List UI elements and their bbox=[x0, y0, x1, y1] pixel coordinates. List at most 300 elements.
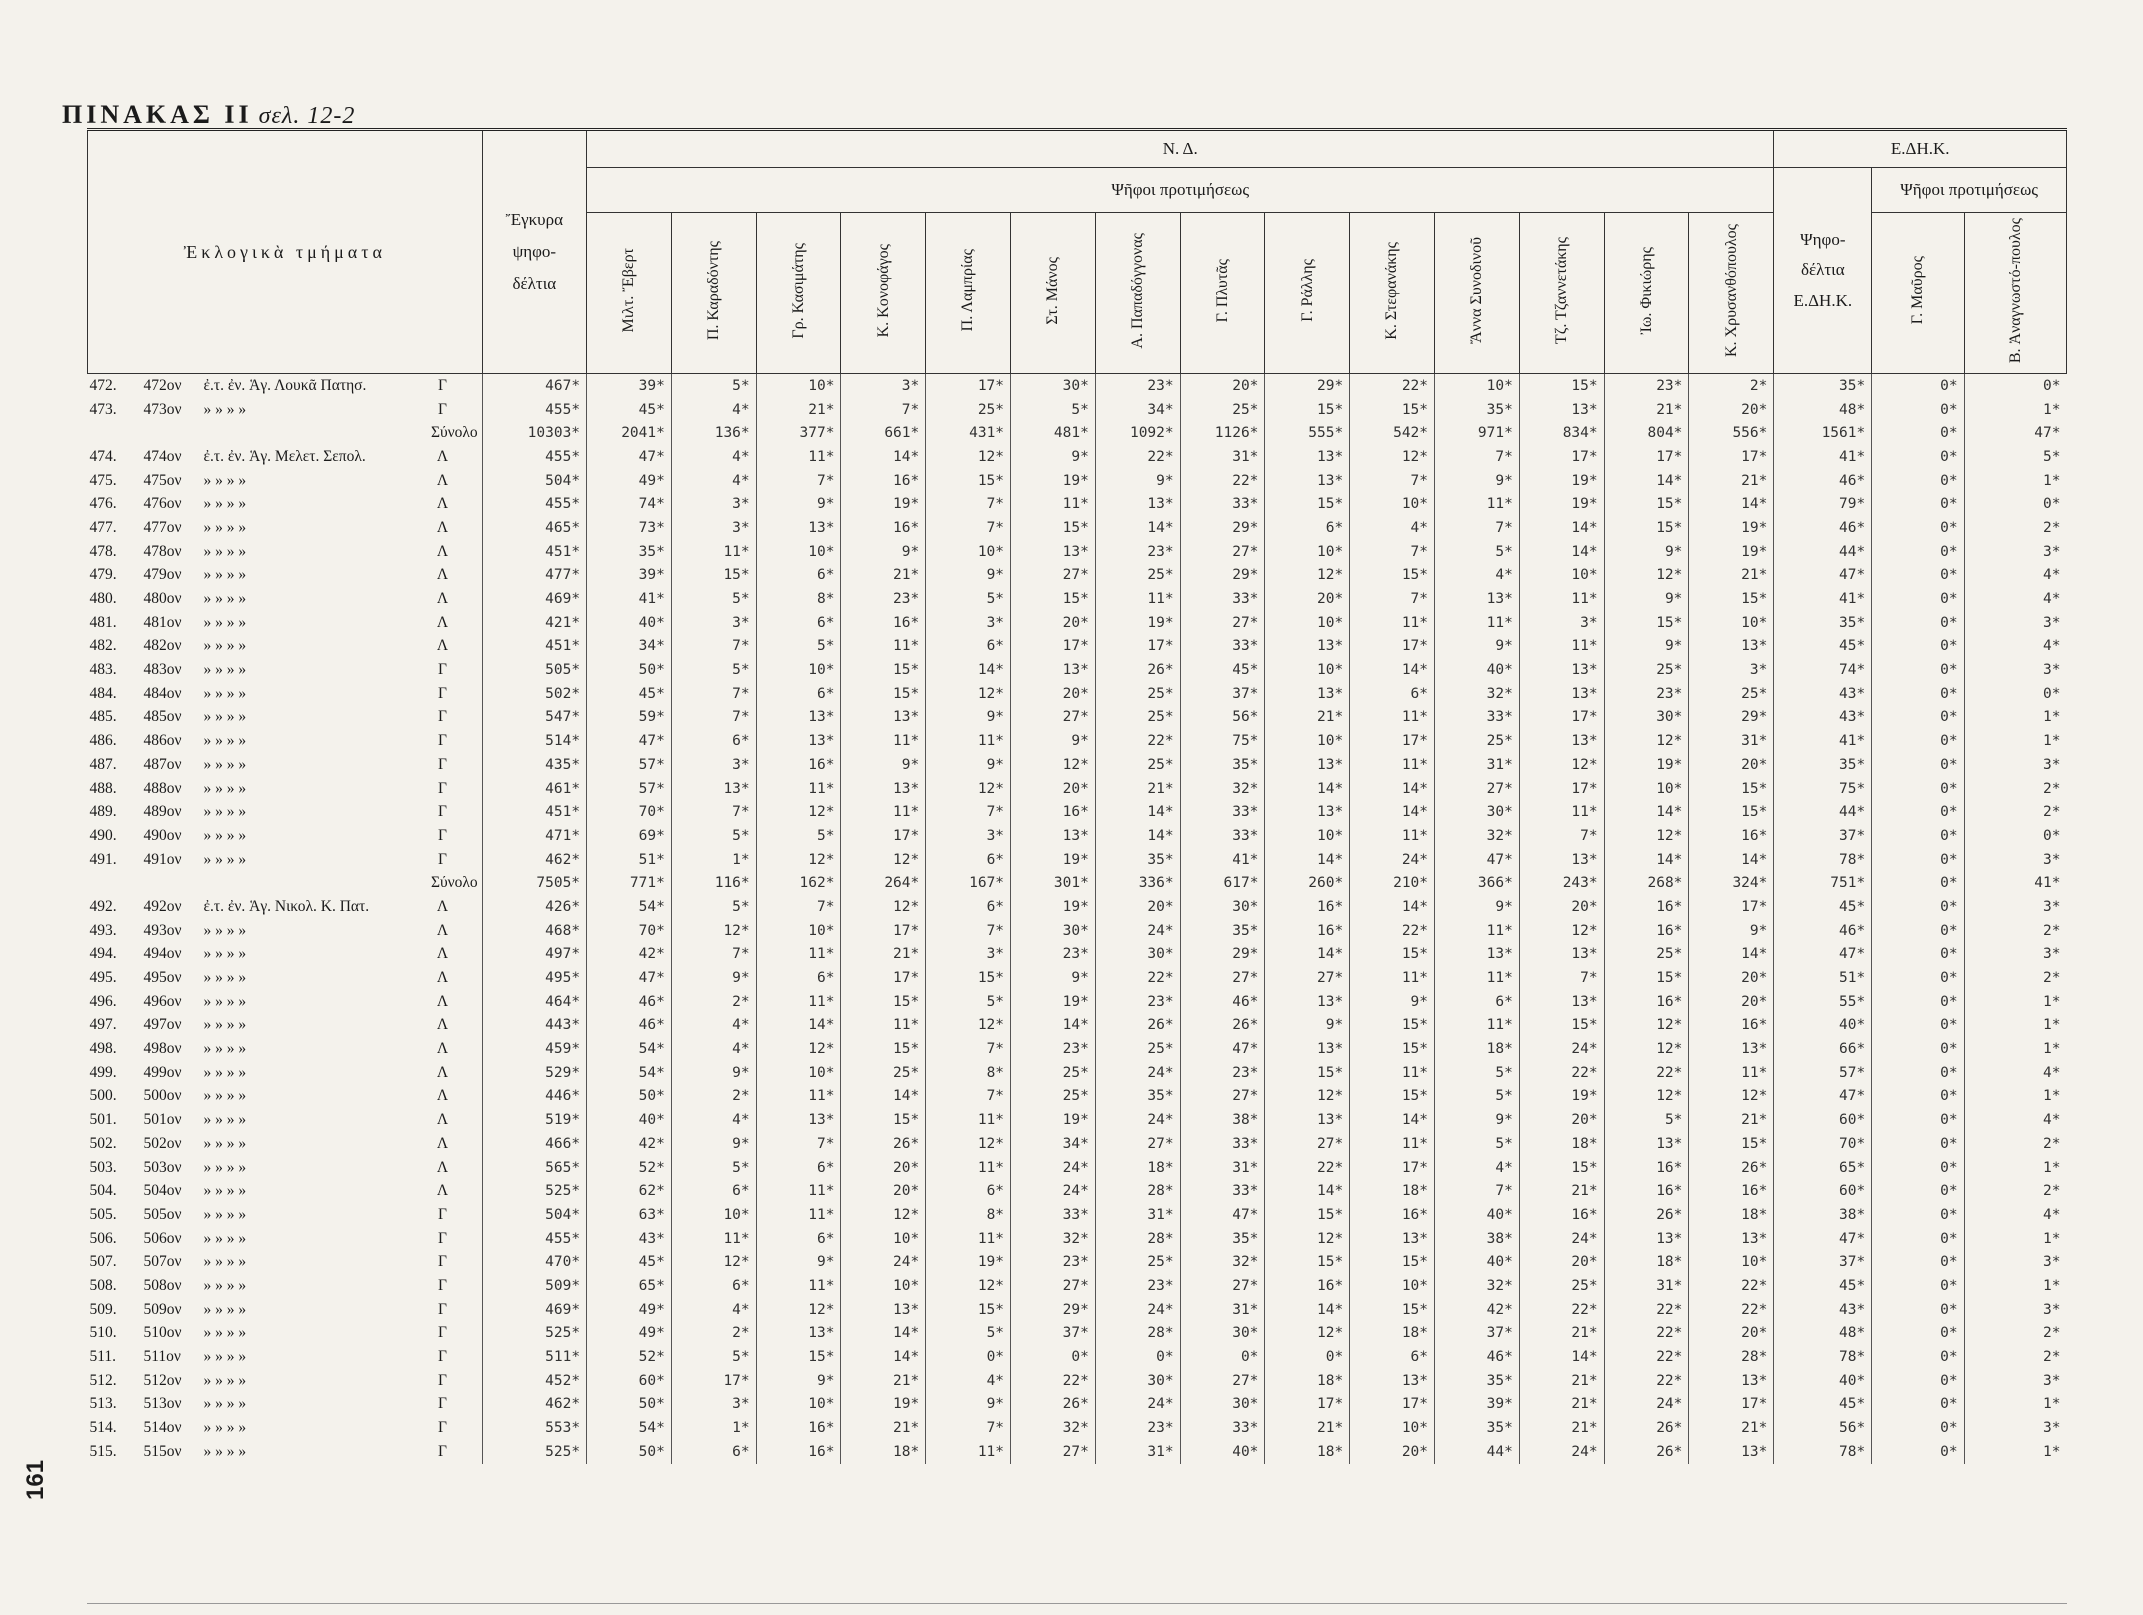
cell-value: 426* bbox=[482, 895, 586, 919]
cell-value: 32* bbox=[1435, 1274, 1520, 1298]
table-row bbox=[88, 1393, 2067, 1417]
cell-value: 0* bbox=[1964, 682, 2066, 706]
cell-value: 11* bbox=[926, 1440, 1011, 1464]
header-edik: Ε.ΔΗ.Κ. bbox=[1774, 130, 2067, 168]
cell-value: 15* bbox=[1350, 398, 1435, 422]
cell-value: 3* bbox=[671, 492, 756, 516]
cell-value: 41* bbox=[1180, 848, 1265, 872]
district-ordinal: 495ον bbox=[143, 969, 182, 987]
title-main: ΠΙΝΑΚΑΣ ΙΙ bbox=[62, 100, 253, 129]
district-class: Λ bbox=[436, 447, 449, 465]
cell-value: 63* bbox=[587, 1203, 672, 1227]
cell-value: 461* bbox=[482, 777, 586, 801]
cell-value: 0* bbox=[1872, 374, 1964, 398]
district-number: 514. bbox=[89, 1419, 117, 1437]
district-ordinal: 476ον bbox=[143, 495, 182, 513]
cell-value: 10* bbox=[926, 540, 1011, 564]
cell-value: 14* bbox=[1604, 469, 1689, 493]
cell-value: 15* bbox=[1519, 1156, 1604, 1180]
cell-value: 29* bbox=[1180, 516, 1265, 540]
cell-value: 14* bbox=[1689, 943, 1774, 967]
cell-value: 16* bbox=[841, 469, 926, 493]
cell-value: 6* bbox=[926, 895, 1011, 919]
district-label bbox=[88, 469, 483, 493]
nd-candidate-8: Γ. Πλυτᾶς bbox=[1180, 213, 1265, 374]
cell-value: 7* bbox=[841, 398, 926, 422]
cell-value: 21* bbox=[1519, 1416, 1604, 1440]
cell-value: 47* bbox=[1180, 1037, 1265, 1061]
district-name: » » » » bbox=[203, 969, 247, 987]
cell-value: 15* bbox=[1350, 1014, 1435, 1038]
cell-value: 40* bbox=[1774, 1014, 1872, 1038]
cell-value: 17* bbox=[841, 824, 926, 848]
district-label bbox=[88, 1085, 483, 1109]
cell-value: 13* bbox=[1689, 1227, 1774, 1251]
cell-value: 78* bbox=[1774, 848, 1872, 872]
district-ordinal: 484ον bbox=[143, 684, 182, 702]
cell-value: 45* bbox=[587, 682, 672, 706]
cell-value: 6* bbox=[756, 682, 841, 706]
district-ordinal: 478ον bbox=[143, 542, 182, 560]
cell-value: 3* bbox=[926, 943, 1011, 967]
table-row bbox=[88, 919, 2067, 943]
cell-value: 49* bbox=[587, 1298, 672, 1322]
cell-value: 3* bbox=[1964, 1369, 2066, 1393]
cell-value: 13* bbox=[1519, 658, 1604, 682]
cell-value: 7* bbox=[756, 1132, 841, 1156]
cell-value: 73* bbox=[587, 516, 672, 540]
cell-value: 20* bbox=[1011, 611, 1096, 635]
cell-value: 11* bbox=[756, 1085, 841, 1109]
cell-value: 5* bbox=[1604, 1108, 1689, 1132]
cell-value: 443* bbox=[482, 1014, 586, 1038]
district-ordinal: 482ον bbox=[143, 637, 182, 655]
cell-value: 13* bbox=[841, 1298, 926, 1322]
district-number: 503. bbox=[89, 1158, 117, 1176]
district-label bbox=[88, 777, 483, 801]
cell-value: 9* bbox=[756, 1369, 841, 1393]
cell-value: 10* bbox=[1265, 824, 1350, 848]
cell-value: 5* bbox=[671, 1345, 756, 1369]
table-header bbox=[88, 130, 2067, 374]
cell-value: 34* bbox=[1011, 1132, 1096, 1156]
cell-value: 553* bbox=[482, 1416, 586, 1440]
cell-value: 1* bbox=[1964, 469, 2066, 493]
cell-value: 47* bbox=[1774, 564, 1872, 588]
cell-value: 0* bbox=[1872, 1416, 1964, 1440]
district-name: » » » » bbox=[203, 542, 247, 560]
cell-value: 7* bbox=[1350, 587, 1435, 611]
cell-value: 19* bbox=[1011, 990, 1096, 1014]
cell-value: 26* bbox=[1604, 1203, 1689, 1227]
cell-value: 0* bbox=[1872, 682, 1964, 706]
cell-value: 4* bbox=[1964, 635, 2066, 659]
cell-value: 0* bbox=[1872, 1322, 1964, 1346]
cell-value: 7* bbox=[1519, 966, 1604, 990]
cell-value: 21* bbox=[1519, 1393, 1604, 1417]
cell-value: 19* bbox=[926, 1250, 1011, 1274]
district-label bbox=[88, 374, 483, 398]
cell-value: 12* bbox=[926, 1014, 1011, 1038]
cell-value: 27* bbox=[1180, 540, 1265, 564]
table-row bbox=[88, 1014, 2067, 1038]
cell-value: 13* bbox=[1689, 1440, 1774, 1464]
cell-value: 12* bbox=[926, 1274, 1011, 1298]
cell-value: 12* bbox=[1350, 445, 1435, 469]
district-number: 486. bbox=[89, 732, 117, 750]
cell-value: 30* bbox=[1604, 706, 1689, 730]
cell-value: 0* bbox=[1872, 1227, 1964, 1251]
cell-value: 54* bbox=[587, 1416, 672, 1440]
cell-value: 5* bbox=[926, 1322, 1011, 1346]
cell-value: 1561* bbox=[1774, 421, 1872, 445]
cell-value: 466* bbox=[482, 1132, 586, 1156]
cell-value: 421* bbox=[482, 611, 586, 635]
cell-value: 11* bbox=[756, 1203, 841, 1227]
cell-value: 0* bbox=[1872, 729, 1964, 753]
cell-value: 20* bbox=[1011, 777, 1096, 801]
cell-value: 35* bbox=[1774, 753, 1872, 777]
district-label bbox=[88, 1108, 483, 1132]
cell-value: 54* bbox=[587, 895, 672, 919]
table-row bbox=[88, 682, 2067, 706]
cell-value: 14* bbox=[841, 1345, 926, 1369]
cell-value: 11* bbox=[756, 777, 841, 801]
district-number: 473. bbox=[89, 400, 117, 418]
cell-value: 0* bbox=[1872, 1250, 1964, 1274]
district-name: » » » » bbox=[203, 661, 247, 679]
cell-value: 15* bbox=[841, 1037, 926, 1061]
district-name: » » » » bbox=[203, 684, 247, 702]
cell-value: 3* bbox=[1964, 753, 2066, 777]
table-row bbox=[88, 1085, 2067, 1109]
cell-value: 0* bbox=[1872, 540, 1964, 564]
district-class: Λ bbox=[436, 518, 449, 536]
cell-value: 17* bbox=[1350, 1393, 1435, 1417]
district-class: Γ bbox=[438, 1371, 447, 1389]
header-edik-preferences: Ψῆφοι προτιμήσεως bbox=[1872, 168, 2067, 213]
cell-value: 75* bbox=[1774, 777, 1872, 801]
cell-value: 24* bbox=[1604, 1393, 1689, 1417]
nd-candidate-13: Ἰω. Φικιώρης bbox=[1604, 213, 1689, 374]
cell-value: 16* bbox=[1689, 1014, 1774, 1038]
table-row bbox=[88, 990, 2067, 1014]
cell-value: 10* bbox=[756, 1393, 841, 1417]
cell-value: 29* bbox=[1689, 706, 1774, 730]
cell-value: 15* bbox=[1350, 943, 1435, 967]
cell-value: 26* bbox=[841, 1132, 926, 1156]
district-class: Λ bbox=[436, 495, 449, 513]
table-row bbox=[88, 1156, 2067, 1180]
cell-value: 2* bbox=[1964, 800, 2066, 824]
district-number: 502. bbox=[89, 1134, 117, 1152]
cell-value: 11* bbox=[1435, 919, 1520, 943]
cell-value: 32* bbox=[1180, 1250, 1265, 1274]
cell-value: 13* bbox=[1265, 635, 1350, 659]
cell-value: 22* bbox=[1519, 1061, 1604, 1085]
cell-value: 0* bbox=[1872, 635, 1964, 659]
district-ordinal: 498ον bbox=[143, 1040, 182, 1058]
cell-value: 15* bbox=[1604, 516, 1689, 540]
cell-value: 5* bbox=[671, 658, 756, 682]
district-number: 509. bbox=[89, 1300, 117, 1318]
cell-value: 0* bbox=[1872, 1298, 1964, 1322]
district-number: 507. bbox=[89, 1253, 117, 1271]
district-number: 491. bbox=[89, 850, 117, 868]
district-number: 490. bbox=[89, 826, 117, 844]
cell-value: 24* bbox=[1350, 848, 1435, 872]
cell-value: 2* bbox=[1964, 516, 2066, 540]
cell-value: 16* bbox=[1265, 895, 1350, 919]
cell-value: 3* bbox=[671, 516, 756, 540]
cell-value: 14* bbox=[1350, 895, 1435, 919]
cell-value: 9* bbox=[1011, 966, 1096, 990]
cell-value: 11* bbox=[1519, 587, 1604, 611]
cell-value: 15* bbox=[1689, 800, 1774, 824]
cell-value: 13* bbox=[1265, 682, 1350, 706]
district-name: » » » » bbox=[203, 1371, 247, 1389]
table-row bbox=[88, 1179, 2067, 1203]
cell-value: 62* bbox=[587, 1179, 672, 1203]
cell-value: 7* bbox=[1435, 445, 1520, 469]
cell-value: 17* bbox=[1350, 1156, 1435, 1180]
cell-value: 16* bbox=[1350, 1203, 1435, 1227]
table-row bbox=[88, 1227, 2067, 1251]
cell-value: 35* bbox=[1774, 374, 1872, 398]
cell-value: 25* bbox=[1095, 682, 1180, 706]
cell-value: 2* bbox=[671, 990, 756, 1014]
district-class: Γ bbox=[438, 1205, 447, 1223]
table-row bbox=[88, 966, 2067, 990]
district-label bbox=[88, 492, 483, 516]
cell-value: 14* bbox=[1689, 848, 1774, 872]
district-name: » » » » bbox=[203, 613, 247, 631]
cell-value: 11* bbox=[1435, 611, 1520, 635]
cell-value: 22* bbox=[1265, 1156, 1350, 1180]
district-ordinal: 481ον bbox=[143, 613, 182, 631]
cell-value: 31* bbox=[1435, 753, 1520, 777]
cell-value: 19* bbox=[1689, 516, 1774, 540]
cell-value: 24* bbox=[1011, 1179, 1096, 1203]
cell-value: 11* bbox=[1435, 492, 1520, 516]
cell-value: 11* bbox=[1435, 966, 1520, 990]
cell-value: 13* bbox=[1519, 990, 1604, 1014]
cell-value: 18* bbox=[1350, 1322, 1435, 1346]
cell-value: 19* bbox=[1519, 492, 1604, 516]
page-number: 161 bbox=[22, 1459, 49, 1500]
cell-value: 9* bbox=[1435, 469, 1520, 493]
district-class: Λ bbox=[436, 1182, 449, 1200]
cell-value: 14* bbox=[1265, 848, 1350, 872]
cell-value: 1* bbox=[1964, 1085, 2066, 1109]
cell-value: 13* bbox=[1095, 492, 1180, 516]
cell-value: 14* bbox=[841, 1322, 926, 1346]
cell-value: 14* bbox=[1350, 658, 1435, 682]
cell-value: 1* bbox=[1964, 1156, 2066, 1180]
cell-value: 547* bbox=[482, 706, 586, 730]
header-nd-preferences: Ψῆφοι προτιμήσεως bbox=[587, 168, 1774, 213]
cell-value: 16* bbox=[1604, 919, 1689, 943]
cell-value: 35* bbox=[1435, 1416, 1520, 1440]
cell-value: 15* bbox=[841, 658, 926, 682]
cell-value: 9* bbox=[756, 492, 841, 516]
table-row bbox=[88, 445, 2067, 469]
district-label bbox=[88, 1037, 483, 1061]
cell-value: 8* bbox=[756, 587, 841, 611]
cell-value: 15* bbox=[671, 564, 756, 588]
table-row bbox=[88, 374, 2067, 398]
cell-value: 13* bbox=[1011, 824, 1096, 848]
cell-value: 4* bbox=[1964, 564, 2066, 588]
cell-value: 51* bbox=[1774, 966, 1872, 990]
nd-candidate-3: Γρ. Κασιμάτης bbox=[756, 213, 841, 374]
cell-value: 32* bbox=[1180, 777, 1265, 801]
cell-value: 22* bbox=[1519, 1298, 1604, 1322]
district-class: Γ bbox=[438, 1253, 447, 1271]
cell-value: 19* bbox=[1011, 895, 1096, 919]
cell-value: 26* bbox=[1604, 1416, 1689, 1440]
cell-value: 15* bbox=[926, 1298, 1011, 1322]
cell-value: 39* bbox=[1435, 1393, 1520, 1417]
cell-value: 11* bbox=[926, 1108, 1011, 1132]
district-ordinal: 502ον bbox=[143, 1134, 182, 1152]
district-ordinal: 500ον bbox=[143, 1087, 182, 1105]
cell-value: 39* bbox=[587, 374, 672, 398]
cell-value: 13* bbox=[1011, 540, 1096, 564]
cell-value: 32* bbox=[1435, 682, 1520, 706]
cell-value: 17* bbox=[1689, 895, 1774, 919]
district-ordinal: 475ον bbox=[143, 471, 182, 489]
cell-value: 12* bbox=[756, 1298, 841, 1322]
cell-value: 30* bbox=[1435, 800, 1520, 824]
cell-value: 37* bbox=[1435, 1322, 1520, 1346]
cell-value: 13* bbox=[1604, 1132, 1689, 1156]
cell-value: 35* bbox=[1180, 919, 1265, 943]
district-ordinal: 483ον bbox=[143, 661, 182, 679]
district-name: » » » » bbox=[203, 1229, 247, 1247]
header-edik-ballots: Ψηφο- δέλτια Ε.ΔΗ.Κ. bbox=[1774, 168, 1872, 374]
cell-value: 2041* bbox=[587, 421, 672, 445]
table-row bbox=[88, 1322, 2067, 1346]
district-label bbox=[88, 516, 483, 540]
cell-value: 35* bbox=[1774, 611, 1872, 635]
cell-value: 78* bbox=[1774, 1440, 1872, 1464]
cell-value: 12* bbox=[1689, 1085, 1774, 1109]
cell-value: 12* bbox=[756, 848, 841, 872]
district-name: » » » » bbox=[203, 850, 247, 868]
district-number: 485. bbox=[89, 708, 117, 726]
district-number: 488. bbox=[89, 779, 117, 797]
district-name: » » » » bbox=[203, 708, 247, 726]
district-ordinal: 507ον bbox=[143, 1253, 182, 1271]
cell-value: 15* bbox=[841, 1108, 926, 1132]
cell-value: 49* bbox=[587, 469, 672, 493]
cell-value: 13* bbox=[1265, 469, 1350, 493]
district-ordinal: 505ον bbox=[143, 1205, 182, 1223]
cell-value: 22* bbox=[1604, 1298, 1689, 1322]
table-row bbox=[88, 1440, 2067, 1464]
cell-value: 10303* bbox=[482, 421, 586, 445]
cell-value: 470* bbox=[482, 1250, 586, 1274]
cell-value: 15* bbox=[1011, 587, 1096, 611]
cell-value: 45* bbox=[587, 1250, 672, 1274]
cell-value: 0* bbox=[1872, 1037, 1964, 1061]
cell-value: 4* bbox=[1964, 1203, 2066, 1227]
cell-value: 47* bbox=[1774, 1227, 1872, 1251]
cell-value: 10* bbox=[1350, 1416, 1435, 1440]
cell-value: 0* bbox=[1872, 1014, 1964, 1038]
cell-value: 60* bbox=[1774, 1108, 1872, 1132]
cell-value: 23* bbox=[1604, 374, 1689, 398]
cell-value: 17* bbox=[1689, 1393, 1774, 1417]
cell-value: 13* bbox=[1265, 1037, 1350, 1061]
cell-value: 27* bbox=[1180, 1369, 1265, 1393]
cell-value: 15* bbox=[1350, 564, 1435, 588]
cell-value: 11* bbox=[841, 635, 926, 659]
cell-value: 1* bbox=[671, 848, 756, 872]
nd-candidate-2: Π. Καραδόντης bbox=[671, 213, 756, 374]
cell-value: 11* bbox=[756, 1274, 841, 1298]
cell-value: 47* bbox=[1774, 1085, 1872, 1109]
cell-value: 7* bbox=[926, 919, 1011, 943]
cell-value: 21* bbox=[841, 943, 926, 967]
district-name: » » » » bbox=[203, 1442, 247, 1460]
cell-value: 6* bbox=[756, 564, 841, 588]
cell-value: 48* bbox=[1774, 1322, 1872, 1346]
cell-value: 22* bbox=[1095, 729, 1180, 753]
cell-value: 21* bbox=[1519, 1179, 1604, 1203]
district-label bbox=[88, 919, 483, 943]
cell-value: 26* bbox=[1689, 1156, 1774, 1180]
cell-value: 11* bbox=[1350, 966, 1435, 990]
cell-value: 70* bbox=[1774, 1132, 1872, 1156]
table-row bbox=[88, 1298, 2067, 1322]
cell-value: 35* bbox=[587, 540, 672, 564]
cell-value: 22* bbox=[1180, 469, 1265, 493]
cell-value: 4* bbox=[671, 1037, 756, 1061]
cell-value: 42* bbox=[587, 1132, 672, 1156]
cell-value: 12* bbox=[1604, 1085, 1689, 1109]
district-number: 511. bbox=[89, 1348, 117, 1366]
district-name: » » » » bbox=[203, 1348, 247, 1366]
cell-value: 497* bbox=[482, 943, 586, 967]
cell-value: 4* bbox=[671, 1108, 756, 1132]
cell-value: 24* bbox=[1095, 1298, 1180, 1322]
cell-value: 9* bbox=[1011, 445, 1096, 469]
district-label bbox=[88, 1416, 483, 1440]
cell-value: 13* bbox=[841, 777, 926, 801]
cell-value: 3* bbox=[1964, 1416, 2066, 1440]
cell-value: 6* bbox=[756, 1156, 841, 1180]
cell-value: 525* bbox=[482, 1322, 586, 1346]
title-subtitle: σελ. 12-2 bbox=[258, 103, 356, 129]
cell-value: 11* bbox=[756, 1179, 841, 1203]
cell-value: 3* bbox=[841, 374, 926, 398]
cell-value: 42* bbox=[587, 943, 672, 967]
cell-value: 6* bbox=[1350, 1345, 1435, 1369]
district-label bbox=[88, 1440, 483, 1464]
cell-value: 18* bbox=[1265, 1440, 1350, 1464]
cell-value: 46* bbox=[1774, 919, 1872, 943]
cell-value: 23* bbox=[1011, 1250, 1096, 1274]
cell-value: 12* bbox=[926, 445, 1011, 469]
cell-value: 22* bbox=[1689, 1274, 1774, 1298]
cell-value: 15* bbox=[1689, 587, 1774, 611]
cell-value: 54* bbox=[587, 1061, 672, 1085]
cell-value: 22* bbox=[1689, 1298, 1774, 1322]
table-row bbox=[88, 398, 2067, 422]
cell-value: 14* bbox=[1265, 1298, 1350, 1322]
